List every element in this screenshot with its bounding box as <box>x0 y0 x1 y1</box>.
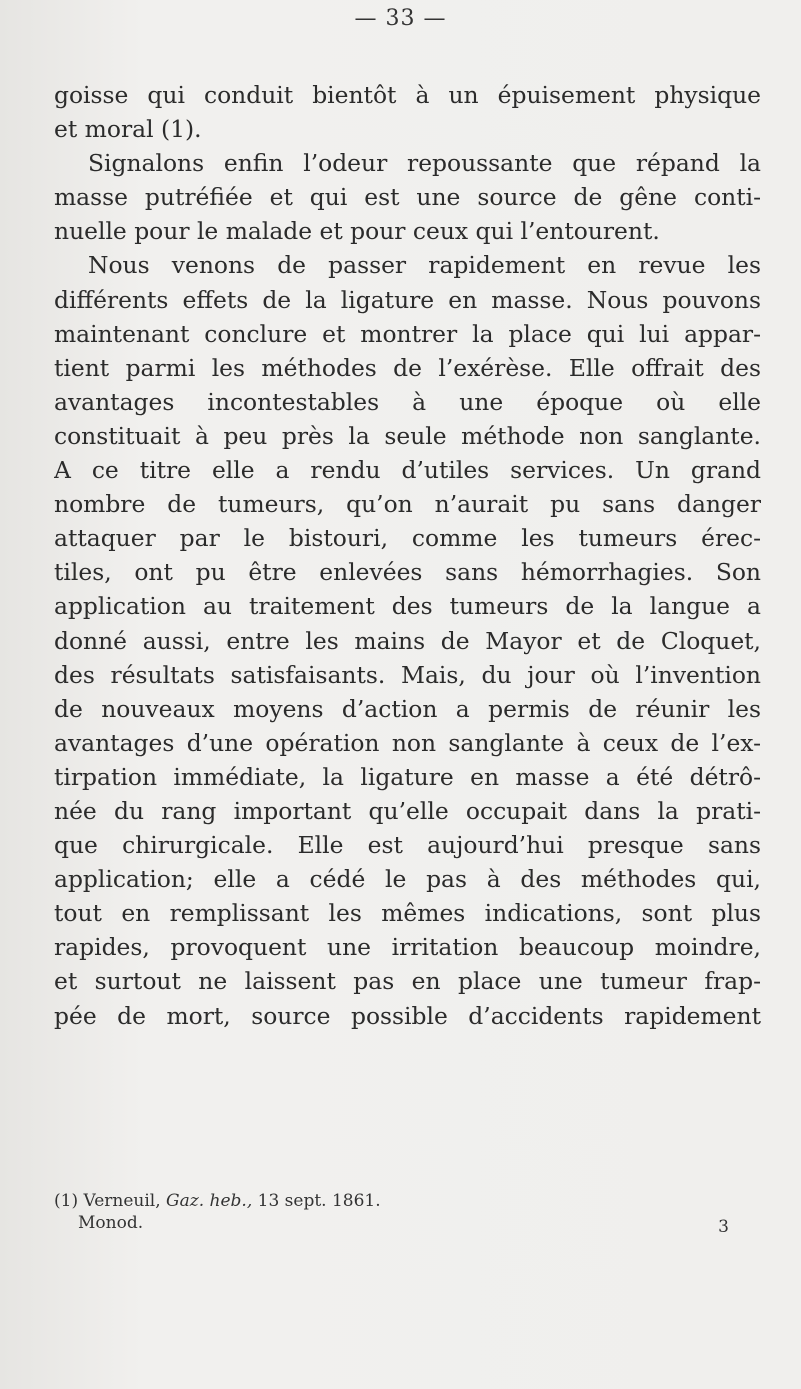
text-line: nombre de tumeurs, qu’on n’aurait pu sans danger <box>54 490 761 519</box>
text-line: tient parmi les méthodes de l’exérèse. Elle offrait des <box>54 353 761 382</box>
text-line: A ce titre elle a rendu d’utiles services. Un grand <box>54 456 761 485</box>
text-line: goisse qui conduit bientôt à un épuisement physique <box>54 81 761 109</box>
signature: Monod. <box>78 1213 144 1233</box>
footnote-marker: (1) <box>54 1191 79 1211</box>
text-line: Signalons enfin l’odeur repoussante que répand la <box>88 149 761 178</box>
text-line: masse putréfiée et qui est une source de gêne conti- <box>54 183 761 212</box>
signature-line <box>54 1212 761 1237</box>
text-line: application au traitement des tumeurs de la langue a <box>54 592 761 621</box>
text-line: donné aussi, entre les mains de Mayor et de Cloquet, <box>54 626 761 655</box>
footnote-journal: Gaz. heb., <box>166 1191 253 1211</box>
text-line: application; elle a cédé le pas à des méthodes qui, <box>54 865 761 894</box>
footnote-author: Verneuil, <box>83 1191 161 1211</box>
text-line: Nous venons de passer rapidement en revue les <box>88 251 761 280</box>
footnote <box>54 1190 761 1212</box>
text-line: de nouveaux moyens d’action a permis de réunir les <box>54 694 761 723</box>
text-line: tout en remplissant les mêmes indications, sont plus <box>54 899 761 928</box>
text-line: constituait à peu près la seule méthode non sanglante. <box>54 421 761 450</box>
text-line: avantages incontestables à une époque où elle <box>54 387 761 416</box>
text-line: que chirurgicale. Elle est aujourd’hui presque sans <box>54 831 761 860</box>
text-line: et surtout ne laissent pas en place une tumeur frap- <box>54 967 761 996</box>
page-number: — 33 — <box>354 6 447 31</box>
text-line: avantages d’une opération non sanglante à ceux de l’ex- <box>54 728 761 757</box>
text-line: pée de mort, source possible d’accidents rapidement <box>54 1001 761 1030</box>
footnotes <box>54 1190 761 1237</box>
text-line: rapides, provoquent une irritation beaucoup moindre, <box>54 933 761 962</box>
text-line: des résultats satisfaisants. Mais, du jour où l’invention <box>54 660 761 689</box>
text-line: nuelle pour le malade et pour ceux qui l’entourent. <box>54 217 660 246</box>
text-line: née du rang important qu’elle occupait dans la prati- <box>54 796 761 825</box>
body-text <box>54 78 761 1033</box>
sheet-number: 3 <box>718 1217 729 1237</box>
text-line: attaquer par le bistouri, comme les tumeurs érec- <box>54 524 761 553</box>
footnote-date: 13 sept. 1861. <box>257 1191 381 1211</box>
text-line: différents effets de la ligature en masse. Nous pouvons <box>54 285 761 314</box>
text-line: et moral (1). <box>54 115 202 144</box>
text-line: maintenant conclure et montrer la place qui lui appar- <box>54 319 761 348</box>
text-line: tiles, ont pu être enlevées sans hémorrhagies. Son <box>54 558 761 587</box>
text-line: tirpation immédiate, la ligature en masse a été détrô- <box>54 762 761 791</box>
